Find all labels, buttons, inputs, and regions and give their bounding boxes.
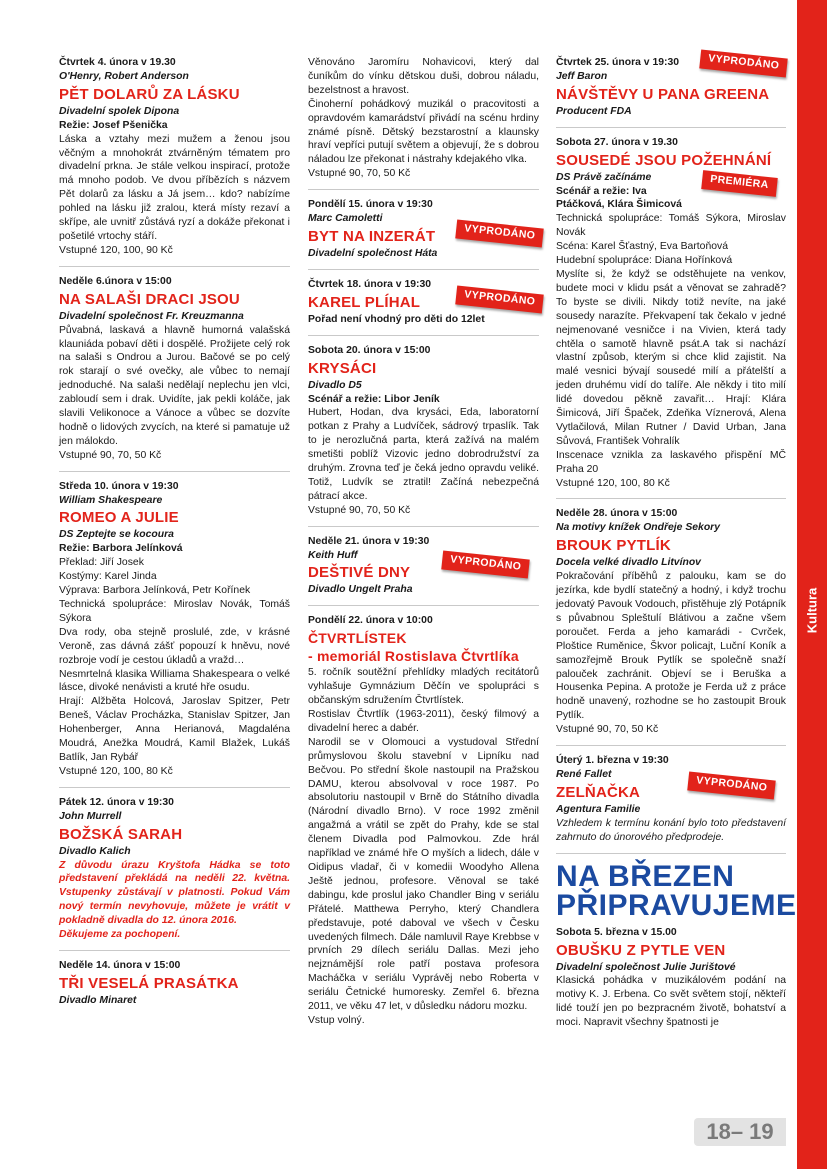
event-navstevy-u-pana-greena: [556, 52, 786, 119]
event-company: Divadelní spolek Dipona: [59, 105, 180, 117]
event-pet-dolaru: [59, 56, 290, 258]
sold-out-badge: VYPRODÁNO: [455, 285, 544, 313]
event-description: Pokračování příběhů z palouku, kam se do jezírka, kde bydlí statečný a hodný, i když trochu jedovatý Pavouk Vodouch, přistěhuje zlý Potápník s půvabnou Spleštulí Blátivou a začne všem poroučet. Ferda a jeho kamarádi - Cvrček, Ploštice Ruměnice, Škvor policajt, Luční Koník a samozřejmě Brouk Pytlík se společně snaží palouček zachránit. Objeví se i Beruška a Housenka Pepina. A protože je Ferda už z práce hodně unavený, rozhodne se ho zastoupit Brouk Pytlík.: [556, 571, 786, 722]
event-credits: Pořad není vhodný pro děti do 12let: [308, 313, 485, 325]
event-title: TŘI VESELÁ PRASÁTKA: [59, 974, 239, 992]
event-description: Půvabná, laskavá a hlavně humorná valašská klauniáda pobaví děti i dospělé. Prožijete celý rok na salaši s Ondrou a Jurou. Bačové se po celý rok starají o své ovečky, ale vůbec to nemají jednoduché. Na salaši nedělají neplechu jen vlci, zabloudí sem i drak. Uvidíte, jak pekli koláče, jak slavili Velikonoce a Vánoce a vůbec se dozvíte hodně o lidových zvycích, na které si pamatuje už jen málokdo.: [59, 324, 290, 447]
sold-out-badge: VYPRODÁNO: [699, 49, 788, 77]
event-price: Vstupné 90, 70, 50 Kč: [556, 724, 659, 736]
premiere-badge: PREMIÉRA: [701, 170, 777, 197]
page-number: 18– 19: [694, 1118, 786, 1146]
event-title: NA SALAŠI DRACI JSOU: [59, 290, 240, 308]
divider: [308, 189, 539, 190]
event-date: Neděle 28. února v 15:00: [556, 508, 678, 520]
event-title: BYT NA INZERÁT: [308, 227, 436, 245]
event-date: Čtvrtek 25. února v 19:30: [556, 57, 680, 68]
divider: [59, 471, 290, 472]
event-date: Neděle 21. února v 19:30: [308, 535, 430, 547]
event-date: Pondělí 15. února v 19:30: [308, 199, 433, 211]
event-title: ZELŇAČKA: [556, 783, 641, 801]
event-sousede-jsou-pozehnani: [556, 136, 786, 491]
event-date: Sobota 5. března v 15.00: [556, 926, 677, 938]
event-author: Marc Camoletti: [308, 213, 383, 225]
event-description: 5. ročník soutěžní přehlídky mladých recitátorů vyhlašuje Gymnázium Děčín ve spolupráci s občanským sdružením Čtvrtlístek. Rostislav Čtvrtlík (1963-2011), český filmový a divadelní herec a dabér. Narodil se v Olomouci a vystudoval Střední průmyslovou školu stavební v Lipníku nad Bečvou. Po střední škole nastoupil na Pražskou DAMU, kterou absolvoval v roce 1987. Po absolutoriu nastoupil v Brně do Státního divadla (Národní divadlo Brno). V roce 1992 změnil angažmá a vrátil se zpět do Prahy, kde se stal členem Divadla pod Palmovkou. Zde hrál například ve známé hře O myších a lidech, dále v Oidipus vladař, či v komedii Woodyho Allena Ještě jednou, profesore. Věnoval se také dabingu, kde proslul jako Chandler Bing v seriálu Přátelé. Matthewa Perryho, který Chandlera představuje, poté daboval ve všech v Česku uvedených filmech. Dále namluvil Raye Krebbse v prvních 29 dílech seriálu Dallas. Mezi jeho nejznámější role patří postava profesora Macháčka v seriálu Vyprávěj nebo Roberta v seriálu Četnické humoresky. Zemřel 6. března 2011, ve věku 47 let, v důsledku nádoru mozku. Vstup volný.: [308, 667, 540, 1026]
continued-description: Věnováno Jaromíru Nohavicovi, který dal čuníkům do vínku dětskou duši, dobrou náladu, bezelstnost a hravost. Činoherní pohádkový muzikál o pracovitosti a opravdovém kamarádství přivádí na scénu hrdiny známé písně. Dětský bezstarostní a klaunsky hraví vepříci putují světem a objevují, že s dobrou náladou lze překonat i nástrahy kdejakého vlka.: [308, 57, 539, 166]
event-price: Vstupné 120, 100, 80 Kč: [59, 765, 173, 777]
event-price: Vstupné 120, 100, 80 Kč: [556, 477, 670, 489]
event-author: John Murrell: [59, 810, 122, 822]
event-title: NÁVŠTĚVY U PANA GREENA: [556, 85, 770, 103]
event-description: Technická spolupráce: Tomáš Sýkora, Miroslav Novák Scéna: Karel Šťastný, Eva Bartoňová Hudební spolupráce: Diana Hořínková Myslíte si, že když se odstěhujete na venkov, budete moci v klidu psát a věnovat se zahradě?To byste se divili. Nikdy totiž nevíte, na jaké sousedy narazíte. Překvapení tak čekalo v jedné nejmenované vesničce i na Vivien, která tady chtěla o samotě hlavně psát.A tak si nachází vlastní způsob, kterým si chce klid zajistit. Na malé vesnici bývají sousedé milí a přátelští a jeden druhému vidí do talíře. Ale někdy i tito milí lidé dovedou pěkně zavařit… Hrají: Klára Šimicová, Jiří Špaček, Zdeňka Víznerová, Alena Vytlačilová, Milan Rutner / David Urban, Jana Sůvová, František Vohralík Inscenace vznikla za laskavého přispění MČ Praha 20: [556, 213, 786, 475]
event-credits: Režie: Josef Pšenička: [59, 119, 168, 131]
event-author: Keith Huff: [308, 549, 358, 561]
event-destive-dny: [308, 535, 539, 598]
event-description: Hubert, Hodan, dva krysáci, Eda, laboratorní potkan z Prahy a Ludvíček, sádrový trpaslík. Tak to je nerozlučná parta, která zažívá na malém smetišti poblíž Vizovic jedno dobrodružství za druhým. Zrovna teď je čeká jedno opravdu veliké. Totiž, Ludvík se ztratil! Začíná nebezpečná pátrací akce.: [308, 407, 539, 502]
event-title: ČTVRTLÍSTEK - memoriál Rostislava Čtvrtlíka: [308, 630, 519, 665]
event-company: Divadlo D5: [308, 379, 362, 391]
event-date: Středa 10. února v 19:30: [59, 480, 179, 492]
march-heading: [556, 859, 797, 922]
event-date: Sobota 20. února v 15:00: [308, 344, 431, 356]
event-tri-vesela-prasatka: [59, 959, 290, 1008]
event-company: Divadlo Kalich: [59, 845, 131, 857]
column-1: [59, 56, 290, 1008]
event-author: O'Henry, Robert Anderson: [59, 70, 189, 82]
event-price: Vstupné 90, 70, 50 Kč: [59, 449, 162, 461]
event-krysaci: [308, 344, 539, 518]
divider: [59, 266, 290, 267]
column-2: [308, 56, 539, 1028]
event-ctvrtlistek: [308, 614, 539, 1027]
event-title: SOUSEDÉ JSOU POŽEHNÁNÍ: [556, 151, 772, 169]
march-heading-line-2: PŘIPRAVUJEME: [556, 888, 797, 922]
event-date: Neděle 14. února v 15:00: [59, 959, 181, 971]
event-date: Neděle 6.února v 15:00: [59, 275, 172, 287]
divider: [556, 853, 786, 854]
event-brouk-pytlik: [556, 507, 786, 737]
event-notice: Z důvodu úrazu Kryštofa Hádka se toto představení překládá na neděli 22. května. Vstupenky zůstávají v platnosti. Pokud Vám nový termín nevyhovuje, můžete je vrátit v pokladně divadla do 12. února 2016. Děkujeme za pochopení.: [59, 859, 290, 941]
event-company: Producent FDA: [556, 105, 632, 117]
event-notice: Vzhledem k termínu konání bylo toto představení zahrnuto do únorového předprodeje.: [556, 817, 786, 843]
event-title: DEŠTIVÉ DNY: [308, 564, 411, 582]
event-title: KAREL PLÍHAL: [308, 293, 421, 311]
event-romeo-a-julie: [59, 480, 290, 779]
march-heading-line-1: NA BŘEZEN: [556, 859, 735, 893]
divider: [308, 335, 539, 336]
event-company: Divadelní společnost Julie Jurištové: [556, 961, 736, 973]
event-credits: Režie: Barbora Jelínková: [59, 543, 183, 555]
event-title: BROUK PYTLÍK: [556, 537, 671, 555]
event-credits: Ptáčková, Klára Šimicová: [556, 199, 682, 211]
event-credits: Scénář a režie: Iva: [556, 185, 647, 197]
sold-out-badge: VYPRODÁNO: [455, 220, 544, 248]
event-price: Vstupné 120, 100, 90 Kč: [59, 244, 173, 256]
event-author: Na motivy knížek Ondřeje Sekory: [556, 522, 721, 534]
event-company: Divadlo Minaret: [59, 994, 137, 1006]
event-company: Divadelní společnost Háta: [308, 247, 438, 259]
divider: [59, 950, 290, 951]
event-author: William Shakespeare: [59, 494, 163, 506]
divider: [308, 605, 539, 606]
event-credits: Scénář a režie: Libor Jeník: [308, 393, 440, 405]
event-date: Čtvrtek 4. února v 19.30: [59, 57, 176, 68]
event-company: Divadlo Ungelt Praha: [308, 584, 413, 596]
divider: [556, 127, 786, 128]
event-company: Agentura Familie: [556, 803, 641, 815]
event-date: Čtvrtek 18. února v 19:30: [308, 278, 432, 290]
event-company: DS Právě začínáme: [556, 171, 652, 183]
section-label-text: Kultura: [804, 587, 820, 633]
event-title: PĚT DOLARŮ ZA LÁSKU: [59, 85, 240, 103]
event-zelnacka: [556, 754, 786, 845]
event-date: Pátek 12. února v 19:30: [59, 796, 174, 808]
event-description: Překlad: Jiří Josek Kostýmy: Karel Jinda Výprava: Barbora Jelínková, Petr Kořínek Technická spolupráce: Miroslav Novák, Tomáš Sýkora Dva rody, oba stejně proslulé, zde, v krásné Veroně, zas dávná zášť popouzí k hněvu, nové rozbroje vodí je cestou úkladů a vražd… Nesmrtelná klasika Williama Shakespeara o velké lásce, divoké nenávisti a kruté hře osudu. Hrají: Alžběta Holcová, Jaroslav Spitzer, Petr Beneš, Václav Procházka, Stanislav Spitzer, Jan Hohenberger, Anna Herianová, Magdaléna Moudrá, Anežka Moudrá, Kamil Blažek, Lukáš Batlík, Jan Rybář: [59, 557, 290, 763]
event-date: Pondělí 22. února v 10:00: [308, 615, 433, 627]
sold-out-badge: VYPRODÁNO: [441, 550, 530, 578]
divider: [308, 526, 539, 527]
divider: [59, 787, 290, 788]
march-preview: [556, 859, 797, 1030]
event-title: OBUŠKU Z PYTLE VEN: [556, 941, 726, 959]
event-title: BOŽSKÁ SARAH: [59, 825, 183, 843]
section-label: [799, 560, 825, 660]
divider: [308, 269, 539, 270]
event-price: Vstupné 90, 70, 50 Kč: [308, 168, 411, 180]
event-company: Divadelní společnost Fr. Kreuzmanna: [59, 310, 244, 322]
event-author: Jeff Baron: [556, 70, 608, 82]
event-description: Klasická pohádka v muzikálovém podání na motivy K. J. Erbena. Co svět světem stojí, někteří lidé touží jen po bezpracném životě, bohatství a moci. Napravit všechny špatnosti je: [556, 975, 786, 1029]
event-byt-na-inzerat: [308, 198, 539, 261]
column-3: [556, 52, 797, 1030]
divider: [556, 745, 786, 746]
event-na-salasi: [59, 275, 290, 463]
event-date: Sobota 27. února v 19.30: [556, 136, 678, 148]
event-author: René Fallet: [556, 768, 612, 780]
event-price: Vstupné 90, 70, 50 Kč: [308, 504, 411, 516]
event-title: ROMEO A JULIE: [59, 509, 179, 527]
divider: [556, 498, 786, 499]
event-karel-plihal: [308, 278, 539, 327]
event-company: Docela velké divadlo Litvínov: [556, 557, 701, 569]
sold-out-badge: VYPRODÁNO: [687, 772, 776, 800]
event-company: DS Zeptejte se kocoura: [59, 529, 174, 541]
event-title: KRYSÁCI: [308, 359, 377, 377]
event-description: Láska a vztahy mezi mužem a ženou jsou věčným a mnohokrát ztvárněným tématem pro divadelní prkna. Je stále velkou inspirací, protože má mnoho podob. Ve dvou příbězích s názvem Pět dolarů za lásku a Já jsem… kdo? nabízíme pohled na lásku již zralou, která místy rezaví a skřípe, ale uvnitř zůstává ryzí a dokáže překonat i pošetilé vrtochy stáří.: [59, 133, 290, 242]
event-bozska-sarah: [59, 796, 290, 942]
event-date: Úterý 1. března v 19:30: [556, 755, 669, 767]
